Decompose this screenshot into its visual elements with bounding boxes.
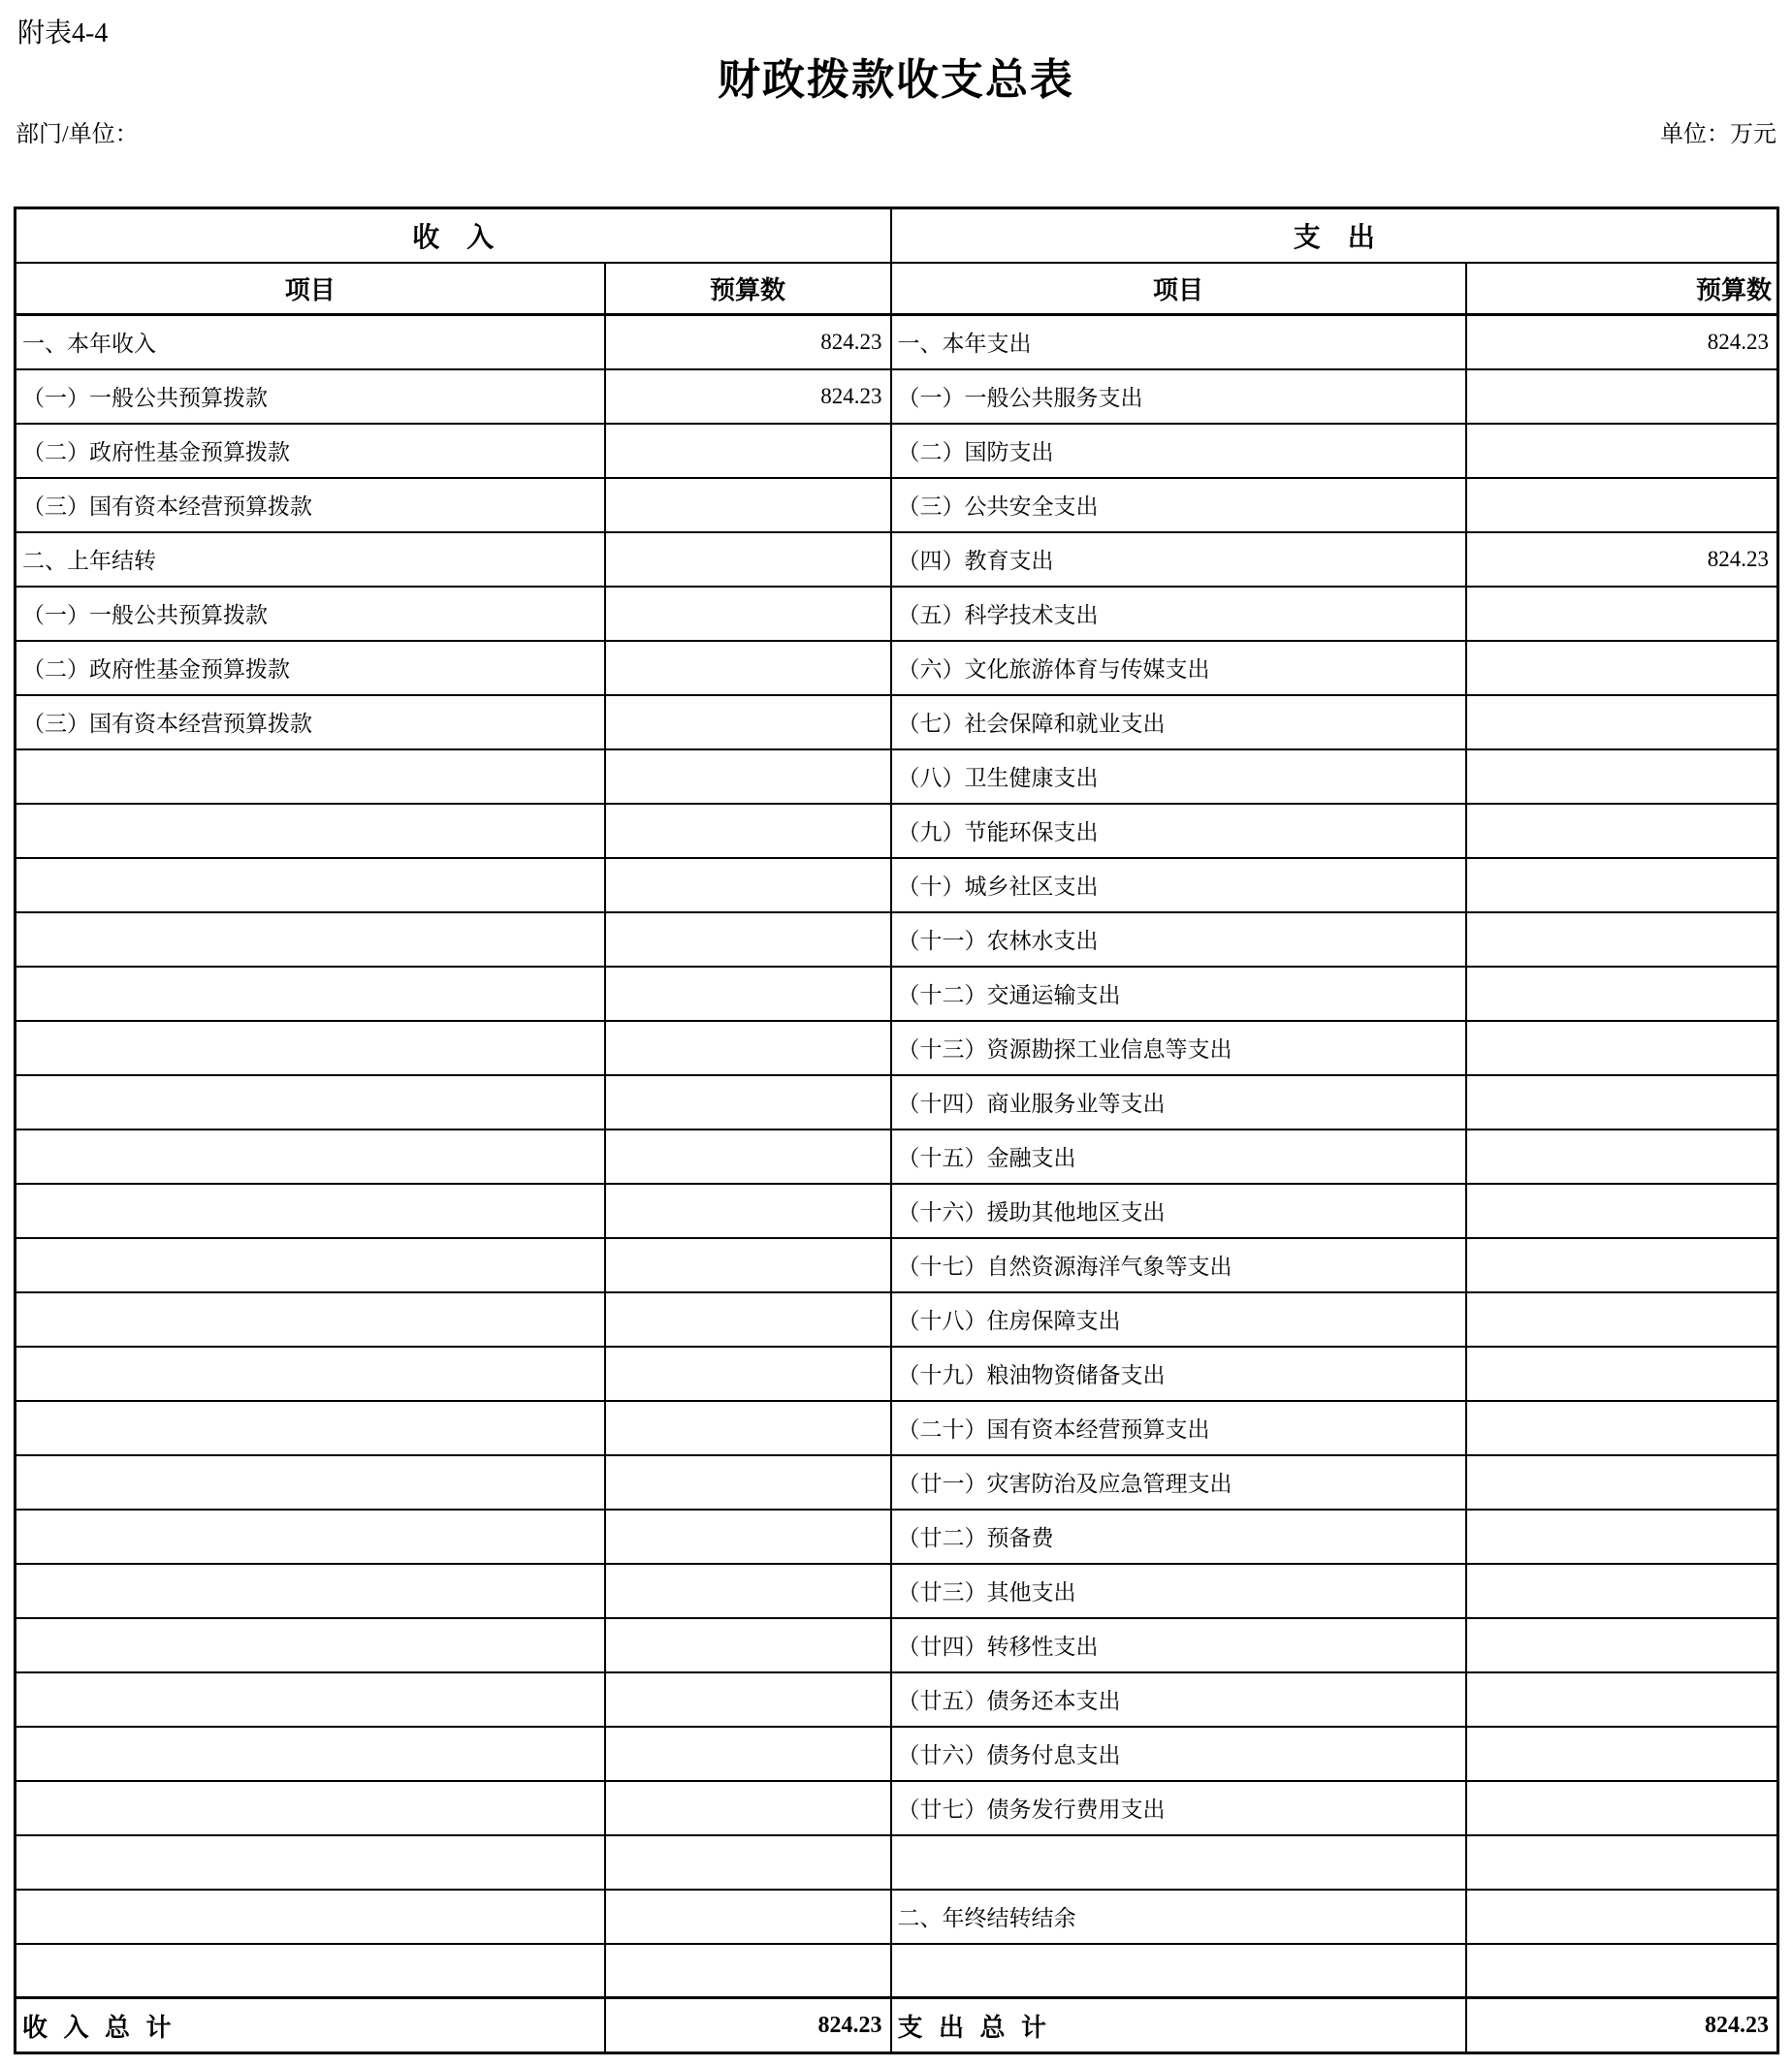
- expense-value-cell: [1466, 1238, 1778, 1292]
- expense-budget-column-header: 预算数: [1466, 263, 1778, 315]
- income-item-cell: [16, 858, 605, 912]
- income-value-cell: [605, 1944, 891, 1998]
- expense-item-cell: （廿五）债务还本支出: [891, 1672, 1466, 1727]
- income-item-cell: [16, 1455, 605, 1510]
- expense-item-cell: （十一）农林水支出: [891, 912, 1466, 967]
- income-item-cell: 二、上年结转: [16, 532, 605, 587]
- income-value-cell: [605, 1727, 891, 1781]
- income-item-column-header: 项目: [16, 263, 605, 315]
- expense-item-cell: （五）科学技术支出: [891, 587, 1466, 641]
- expense-item-cell: （廿二）预备费: [891, 1510, 1466, 1564]
- table-row: [16, 1890, 1778, 1944]
- expense-value-cell: [1466, 1075, 1778, 1129]
- table-row: [16, 369, 1778, 424]
- sheet-label: 附表4-4: [17, 18, 109, 48]
- expense-item-cell: （十九）粮油物资储备支出: [891, 1347, 1466, 1401]
- table-row: [16, 532, 1778, 587]
- table-row: [16, 858, 1778, 912]
- income-item-cell: （一）一般公共预算拨款: [16, 369, 605, 424]
- expense-value-cell: [1466, 1727, 1778, 1781]
- expense-value-cell: [1466, 1347, 1778, 1401]
- table-row: [16, 1618, 1778, 1672]
- budget-table: [14, 207, 1779, 2054]
- income-value-cell: [605, 1564, 891, 1618]
- table-row: [16, 1510, 1778, 1564]
- unit-label: 单位：万元: [1660, 122, 1776, 147]
- table-body: [16, 315, 1778, 1998]
- income-item-cell: [16, 1129, 605, 1184]
- expense-value-cell: [1466, 1564, 1778, 1618]
- income-item-cell: [16, 1727, 605, 1781]
- expense-value-cell: [1466, 369, 1778, 424]
- expense-item-cell: （三）公共安全支出: [891, 478, 1466, 532]
- income-item-cell: [16, 1564, 605, 1618]
- income-value-cell: [605, 1129, 891, 1184]
- table-row: [16, 804, 1778, 858]
- expense-item-cell: （十六）援助其他地区支出: [891, 1184, 1466, 1238]
- expense-item-cell: （廿三）其他支出: [891, 1564, 1466, 1618]
- income-item-cell: （二）政府性基金预算拨款: [16, 641, 605, 695]
- expense-value-cell: [1466, 804, 1778, 858]
- expense-item-cell: （十）城乡社区支出: [891, 858, 1466, 912]
- expense-item-cell: （一）一般公共服务支出: [891, 369, 1466, 424]
- expense-value-cell: [1466, 1129, 1778, 1184]
- income-item-cell: [16, 1347, 605, 1401]
- expense-total-value: 824.23: [1466, 1998, 1778, 2053]
- income-value-cell: [605, 424, 891, 478]
- income-section-header: 收 入: [16, 208, 891, 263]
- table-row: [16, 424, 1778, 478]
- income-total-label: 收 入 总 计: [16, 1998, 605, 2053]
- expense-value-cell: [1466, 1455, 1778, 1510]
- expense-item-cell: （廿六）债务付息支出: [891, 1727, 1466, 1781]
- column-header-row: [16, 263, 1778, 315]
- income-item-cell: [16, 1238, 605, 1292]
- expense-value-cell: [1466, 858, 1778, 912]
- expense-value-cell: [1466, 1944, 1778, 1998]
- expense-value-cell: [1466, 695, 1778, 749]
- total-row: [16, 1998, 1778, 2053]
- expense-section-header: 支 出: [891, 208, 1778, 263]
- table-row: [16, 1781, 1778, 1835]
- expense-item-cell: （十七）自然资源海洋气象等支出: [891, 1238, 1466, 1292]
- table-row: [16, 912, 1778, 967]
- income-item-cell: （三）国有资本经营预算拨款: [16, 478, 605, 532]
- income-item-cell: [16, 1781, 605, 1835]
- expense-value-cell: [1466, 1835, 1778, 1890]
- expense-item-cell: （九）节能环保支出: [891, 804, 1466, 858]
- table-row: [16, 1944, 1778, 1998]
- section-header-row: [16, 208, 1778, 263]
- income-value-cell: [605, 1075, 891, 1129]
- table-row: [16, 587, 1778, 641]
- page-title: 财政拨款收支总表: [718, 56, 1074, 104]
- income-value-cell: [605, 804, 891, 858]
- table-row: [16, 1075, 1778, 1129]
- income-value-cell: [605, 1347, 891, 1401]
- expense-value-cell: [1466, 1781, 1778, 1835]
- income-item-cell: [16, 1672, 605, 1727]
- expense-value-cell: [1466, 1890, 1778, 1944]
- expense-value-cell: 824.23: [1466, 315, 1778, 369]
- expense-item-cell: （六）文化旅游体育与传媒支出: [891, 641, 1466, 695]
- income-item-cell: [16, 1401, 605, 1455]
- income-budget-column-header: 预算数: [605, 263, 891, 315]
- expense-value-cell: [1466, 1401, 1778, 1455]
- income-item-cell: [16, 1184, 605, 1238]
- income-value-cell: [605, 695, 891, 749]
- income-value-cell: [605, 1021, 891, 1075]
- income-item-cell: [16, 1890, 605, 1944]
- expense-value-cell: [1466, 1292, 1778, 1347]
- expense-value-cell: [1466, 749, 1778, 804]
- income-item-cell: 一、本年收入: [16, 315, 605, 369]
- expense-item-cell: （十五）金融支出: [891, 1129, 1466, 1184]
- income-value-cell: [605, 1292, 891, 1347]
- income-value-cell: [605, 1401, 891, 1455]
- table-row: [16, 1727, 1778, 1781]
- income-value-cell: [605, 967, 891, 1021]
- table-row: [16, 1347, 1778, 1401]
- expense-value-cell: 824.23: [1466, 532, 1778, 587]
- expense-value-cell: [1466, 912, 1778, 967]
- expense-value-cell: [1466, 1510, 1778, 1564]
- income-value-cell: 824.23: [605, 369, 891, 424]
- table-row: [16, 1672, 1778, 1727]
- expense-item-cell: [891, 1835, 1466, 1890]
- table-row: [16, 1238, 1778, 1292]
- table-row: [16, 641, 1778, 695]
- income-value-cell: [605, 749, 891, 804]
- expense-item-cell: [891, 1944, 1466, 1998]
- expense-value-cell: [1466, 587, 1778, 641]
- income-item-cell: [16, 1618, 605, 1672]
- income-item-cell: （二）政府性基金预算拨款: [16, 424, 605, 478]
- table-row: [16, 1184, 1778, 1238]
- table-row: [16, 1021, 1778, 1075]
- income-value-cell: [605, 587, 891, 641]
- income-value-cell: [605, 1510, 891, 1564]
- expense-item-cell: （二十）国有资本经营预算支出: [891, 1401, 1466, 1455]
- income-item-cell: （一）一般公共预算拨款: [16, 587, 605, 641]
- table-row: [16, 749, 1778, 804]
- expense-item-cell: （十三）资源勘探工业信息等支出: [891, 1021, 1466, 1075]
- expense-item-cell: （四）教育支出: [891, 532, 1466, 587]
- income-value-cell: [605, 1455, 891, 1510]
- table-row: [16, 1401, 1778, 1455]
- income-value-cell: [605, 858, 891, 912]
- expense-item-cell: （二）国防支出: [891, 424, 1466, 478]
- expense-item-column-header: 项目: [891, 263, 1466, 315]
- table-row: [16, 1835, 1778, 1890]
- expense-value-cell: [1466, 424, 1778, 478]
- income-value-cell: [605, 1835, 891, 1890]
- income-item-cell: [16, 1944, 605, 1998]
- table-row: [16, 1564, 1778, 1618]
- income-value-cell: [605, 1184, 891, 1238]
- expense-item-cell: （廿七）债务发行费用支出: [891, 1781, 1466, 1835]
- income-value-cell: [605, 641, 891, 695]
- income-value-cell: [605, 912, 891, 967]
- table-row: [16, 1292, 1778, 1347]
- table-row: [16, 478, 1778, 532]
- expense-value-cell: [1466, 1021, 1778, 1075]
- table-row: [16, 967, 1778, 1021]
- expense-item-cell: （十八）住房保障支出: [891, 1292, 1466, 1347]
- income-item-cell: [16, 1021, 605, 1075]
- expense-item-cell: （廿一）灾害防治及应急管理支出: [891, 1455, 1466, 1510]
- expense-value-cell: [1466, 1672, 1778, 1727]
- income-total-value: 824.23: [605, 1998, 891, 2053]
- expense-total-label: 支 出 总 计: [891, 1998, 1466, 2053]
- department-label: 部门/单位：: [16, 122, 139, 147]
- expense-item-cell: 一、本年支出: [891, 315, 1466, 369]
- meta-row: [16, 114, 1776, 148]
- income-value-cell: [605, 1890, 891, 1944]
- expense-item-cell: （十二）交通运输支出: [891, 967, 1466, 1021]
- income-item-cell: [16, 804, 605, 858]
- income-item-cell: [16, 967, 605, 1021]
- income-item-cell: [16, 1835, 605, 1890]
- table-row: [16, 315, 1778, 369]
- income-value-cell: [605, 1238, 891, 1292]
- expense-value-cell: [1466, 641, 1778, 695]
- income-value-cell: [605, 478, 891, 532]
- expense-item-cell: （八）卫生健康支出: [891, 749, 1466, 804]
- expense-item-cell: （七）社会保障和就业支出: [891, 695, 1466, 749]
- income-value-cell: [605, 1618, 891, 1672]
- expense-item-cell: （廿四）转移性支出: [891, 1618, 1466, 1672]
- income-item-cell: [16, 749, 605, 804]
- income-item-cell: [16, 1292, 605, 1347]
- table-row: [16, 1455, 1778, 1510]
- expense-value-cell: [1466, 967, 1778, 1021]
- expense-item-cell: 二、年终结转结余: [891, 1890, 1466, 1944]
- expense-value-cell: [1466, 478, 1778, 532]
- income-item-cell: [16, 1510, 605, 1564]
- income-value-cell: [605, 1781, 891, 1835]
- income-value-cell: 824.23: [605, 315, 891, 369]
- expense-item-cell: （十四）商业服务业等支出: [891, 1075, 1466, 1129]
- income-item-cell: [16, 912, 605, 967]
- table-row: [16, 695, 1778, 749]
- income-item-cell: [16, 1075, 605, 1129]
- expense-value-cell: [1466, 1618, 1778, 1672]
- income-value-cell: [605, 532, 891, 587]
- income-item-cell: （三）国有资本经营预算拨款: [16, 695, 605, 749]
- income-value-cell: [605, 1672, 891, 1727]
- table-row: [16, 1129, 1778, 1184]
- expense-value-cell: [1466, 1184, 1778, 1238]
